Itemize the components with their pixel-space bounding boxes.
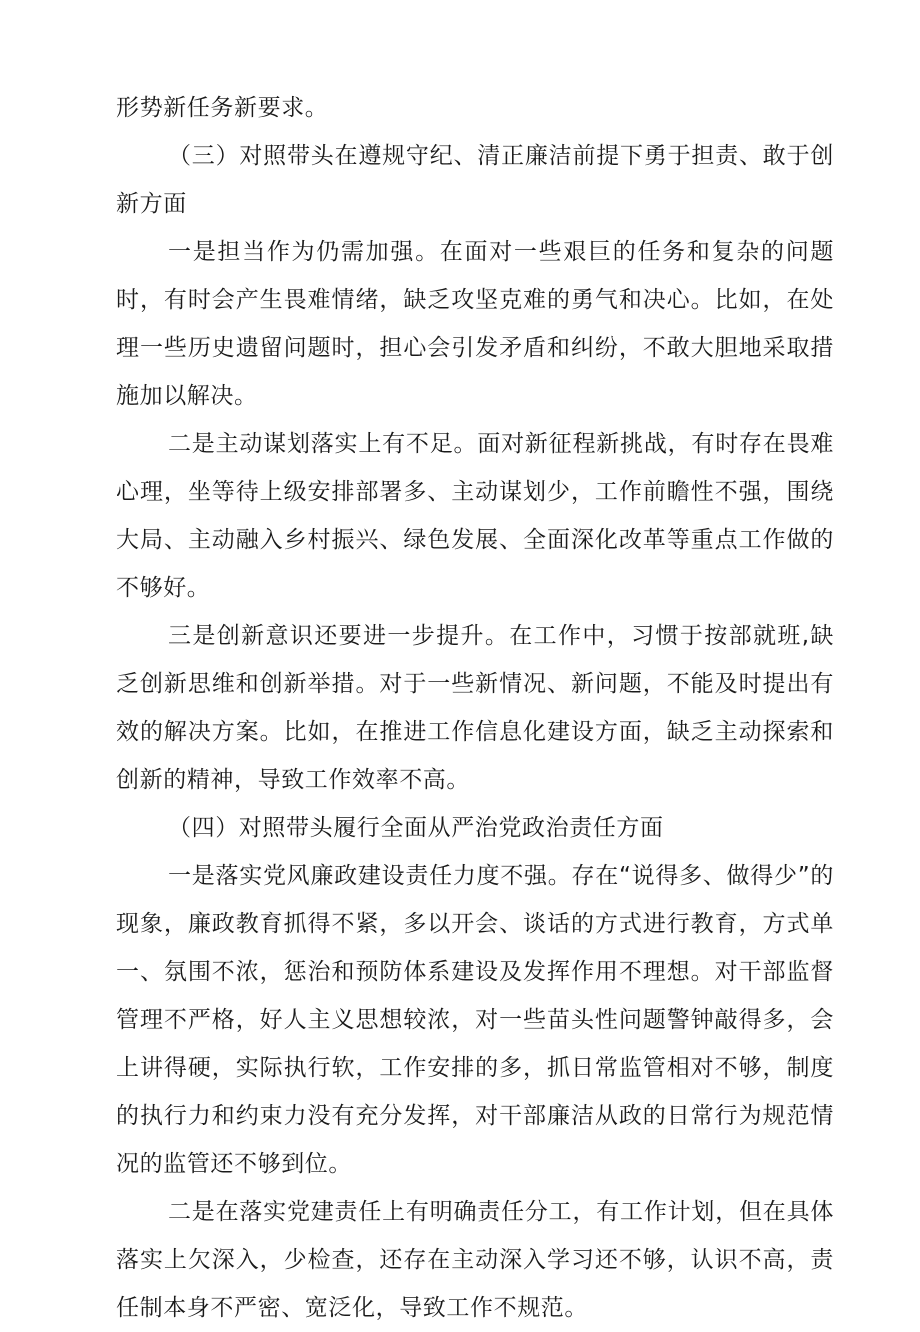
paragraph-3-3: 三是创新意识还要进一步提升。在工作中，习惯于按部就班,缺乏创新思维和创新举措。对于一些新情况、新问题，不能及时提出有效的解决方案。比如，在推进工作信息化建设方面，缺乏主动探索和创新的精神，导致工作效率不高。 (116, 623, 834, 793)
section-heading-3: （三）对照带头在遵规守纪、清正廉洁前提下勇于担责、敢于创新方面 (116, 143, 834, 217)
paragraph-4-1: 一是落实党风廉政建设责任力度不强。存在“说得多、做得少”的现象，廉政教育抓得不紧，多以开会、谈话的方式进行教育，方式单一、氛围不浓，惩治和预防体系建设及发挥作用不理想。对干部监督管理不严格，好人主义思想较浓，对一些苗头性问题警钟敲得多，会上讲得硬，实际执行软，工作安排的多，抓日常监管相对不够，制度的执行力和约束力没有充分发挥，对干部廉洁从政的日常行为规范情况的监管还不够到位。 (116, 863, 834, 1177)
paragraph-continuation: 形势新任务新要求。 (116, 95, 329, 121)
paragraph-3-1: 一是担当作为仍需加强。在面对一些艰巨的任务和复杂的问题时，有时会产生畏难情绪，缺乏攻坚克难的勇气和决心。比如，在处理一些历史遗留问题时，担心会引发矛盾和纠纷，不敢大胆地采取措施加以解决。 (116, 239, 834, 409)
paragraph-4-2: 二是在落实党建责任上有明确责任分工，有工作计划，但在具体落实上欠深入，少检查，还存在主动深入学习还不够，认识不高，责任制本身不严密、宽泛化，导致工作不规范。 (116, 1199, 834, 1321)
section-heading-4: （四）对照带头履行全面从严治党政治责任方面 (168, 815, 664, 841)
paragraph-3-2: 二是主动谋划落实上有不足。面对新征程新挑战，有时存在畏难心理，坐等待上级安排部署多、主动谋划少，工作前瞻性不强，围绕大局、主动融入乡村振兴、绿色发展、全面深化改革等重点工作做的不够好。 (116, 431, 834, 601)
